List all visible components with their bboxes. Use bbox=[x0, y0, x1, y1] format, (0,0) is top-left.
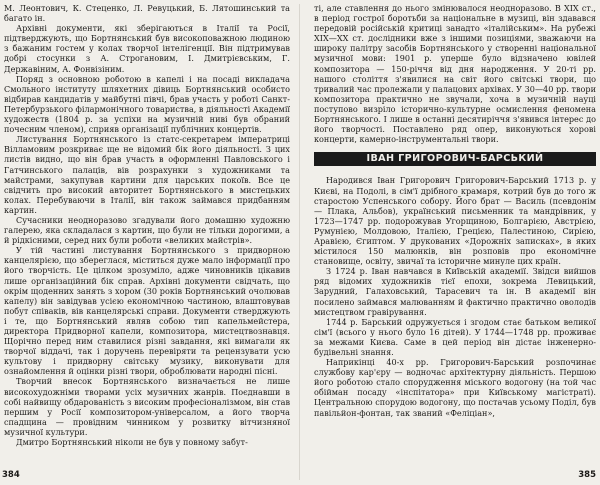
paragraph: З 1724 р. Іван навчався в Київській академії. Звідси вийшов ряд відомих художників тієї епохи, зокрема Левицький, Зарудний, Галаховський, Тарасевич та ін. В академії він посилено займався малюванням й фактично практично оволодів мистецтвом гравірування. bbox=[314, 266, 596, 317]
left-page-text bbox=[4, 3, 290, 465]
page-gutter bbox=[299, 4, 300, 480]
paragraph: Листування Бортнянського із статс-секретарем імператриці Вілламовим розкриває ще не відомий бік його діяльності. З цих листів видно, що він брав участь в оформленні Павловського і Гатчинського палаців, вів розрахунки з художниками та майстрами, закупував картини для царських покоїв. Все це свідчить про високий авторитет Бортнянського в мистецьких колах. Перебуваючи в Італії, він також займався придбанням картин. bbox=[4, 134, 290, 215]
right-page-text bbox=[314, 3, 596, 465]
paragraph: Наприкінці 40-х рр. Григорович-Барський розпочинає службову кар'єру — водночас архітектурну діяльність. Першою його роботою стало спорудження міського водогону (на той час обійман посаду «інспітатора» при Київському магістраті). Центральною спорудою водогону, що постачав усьому Поділ, був павільйон-фонтан, так званий «Феліціан», bbox=[314, 357, 596, 418]
paragraph: Поряд з основною роботою в капелі і на посаді викладача Смольного інституту шляхетних дівиць Бортнянський особисто відбирав кандидатів у майбутні півчі, брав участь у роботі Санкт-Петербурзького філармонічного товариства, в діяльності Академії художеств (1804 р. за успіхи на музичній ниві був обраний почесним членом), сприяв організації публічних концертів. bbox=[4, 73, 290, 135]
right-page bbox=[310, 0, 600, 485]
paragraph: Архівні документи, які зберігаються в Італії та Росії, підтверджують, що Бортнянський був високоповажною людиною з бажаним гостем у колах творчої інтелігенції. Він підтримував добрі стосунки з А. Строгановим, І. Дмитрієвським, Г. Державіним, А. Фонвізіним. bbox=[4, 23, 290, 74]
paragraph: У тій частині листування Бортнянського з придворною канцелярією, що збереглася, міститься дуже мало інформації про його творчість. Це цілком зрозуміло, адже чиновників цікавив лише організаційний бік справ. Архівні документи свідчать, що окрім щоденних занять з хором (30 років Бортнянський очолював капелу) він завідував усією економічною частиною, влаштовував побут співаків, вів канцелярські справи. Документи стверджують і те, що Бортнянський являв собою тип капельмейстера, директора Придворної капели, композитора, мистецтвознавця. Щорічно перед ним ставилися різні завдання, які вимагали як творчої віддачі, так і доручень перевіряти та рецензувати усю культову і придворну світську музику, виконувати для ознайомлення й оцінки різні твори, оброблювати народні пісні. bbox=[4, 245, 290, 377]
paragraph: Дмитро Бортнянський ніколи не був у повному забут- bbox=[16, 437, 248, 448]
paragraph: Сучасники неодноразово згадували його домашню художню галерею, яка складалася з картин, що були не тільки дорогими, а й рідкісними, серед них були роботи «великих майстрів». bbox=[4, 214, 290, 246]
paragraph: 1744 р. Барський одружується і згодом стає батьком великої сім'ї (всього у нього було 16 дітей). У 1744—1748 рр. проживає за межами Києва. Саме в цей період він дістає інженерно-будівельні знання. bbox=[314, 316, 596, 357]
paragraph: М. Леонтович, К. Стеценко, Л. Ревуцький, Б. Лятошинський та багато ін. bbox=[4, 3, 290, 24]
paragraph: ті, але ставлення до нього змінювалося неодноразово. В XIX ст., в період гострої боротьби за національне в музиці, він здавався передовій російській критиці занадто «італійським». На рубежі XIX—XX ст. дослідники вже з іншими позиціями, зважаючи на широку палітру засобів Бортнянського у створенні національної музичної мови: 1901 р. уперше було відзначено ювілей композитора — 150-річчя від дня народження. У 20-ті рр. нашого століття з'явилися на світ його світські твори, що тривалий час пролежали у палацових архівах. У 30—40 рр. твори композитора практично не звучали, хоча в музичній науці поступово визріло історично-культурне осмислення феномена Бортнянського. І лише в останні десятиріччя з'явився інтерес до його творчості. Поставлено ряд опер, виконуються хорові концерти, камерно-інструментальні твори. bbox=[314, 3, 596, 145]
paragraph: Народився Іван Григорович Григорович-Барський 1713 р. у Києві, на Подолі, в сім'ї дрібного крамаря, котрий був до того ж старостою Успенського собору. Його брат — Василь (псевдонім — Плака, Альбов), український письменник та мандрівник, у 1723—1747 рр. подорожував Угорщиною, Болгарією, Австрією, Румунією, Молдовою, Італією, Грецією, Палестиною, Сирією, Аравією, Єгиптом. У друкованих «Дорожніх записках», в яких містилося 150 малюнків, він розповів про економічне становище, освіту, звичаї та історичне минуле цих країн. bbox=[314, 175, 596, 267]
page-number-left: 384 bbox=[2, 470, 20, 480]
paragraph: Творчий внесок Бортнянського визначається не лише високохудожніми творами усіх музичних жанрів. Поєднавши в собі найвищу обдарованість з високим професіоналізмом, він став першим у Росії композитором-універсалом, а його творча спадщина — провідним чинником у розвитку вітчизняної музичної культури. bbox=[4, 376, 290, 437]
page-number-right: 385 bbox=[578, 470, 596, 480]
left-page bbox=[0, 0, 290, 485]
section-heading: ІВАН ГРИГОРОВИЧ-БАРСЬКИЙ bbox=[314, 152, 596, 166]
